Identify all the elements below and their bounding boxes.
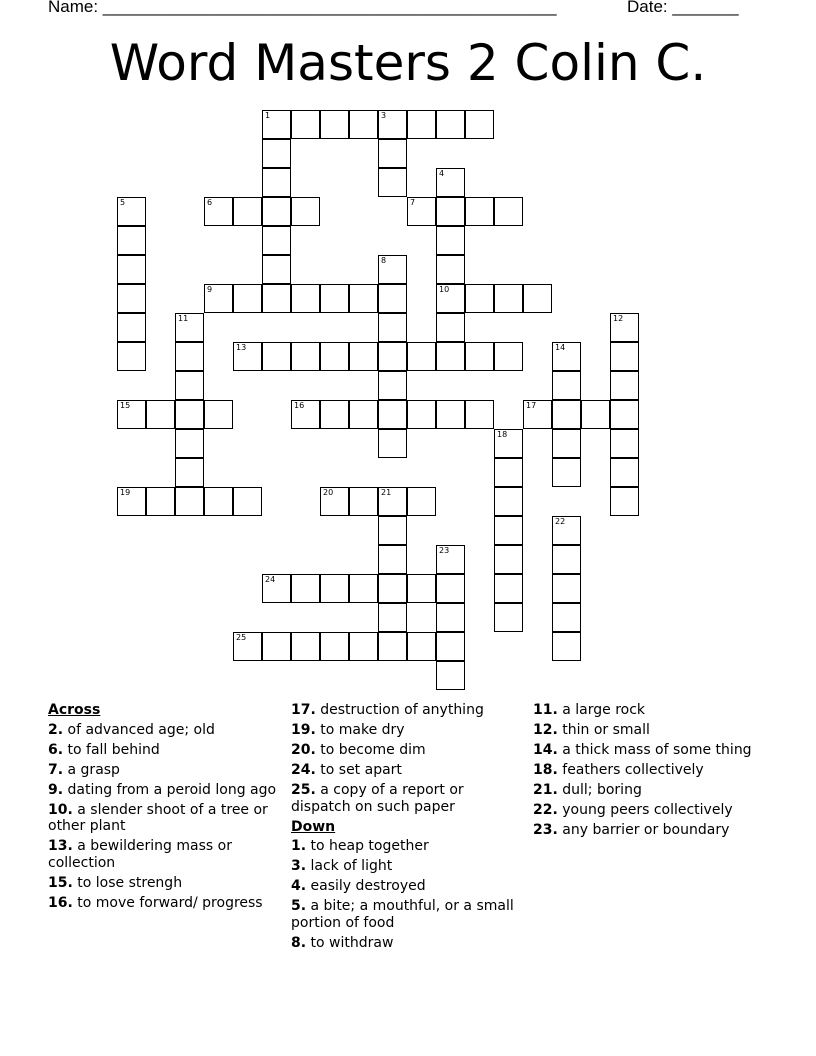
clue-text: any barrier or boundary [562, 822, 730, 838]
grid-cell[interactable] [349, 342, 378, 371]
clue-number: 15. [48, 874, 73, 891]
grid-cell[interactable] [117, 226, 146, 255]
grid-cell[interactable] [117, 342, 146, 371]
cell-number: 25 [236, 633, 247, 642]
clue-number: 9. [48, 781, 64, 798]
grid-cell[interactable] [378, 139, 407, 168]
grid-cell[interactable] [436, 603, 465, 632]
down-clue-8 [291, 935, 521, 952]
grid-cell[interactable] [320, 342, 349, 371]
grid-cell[interactable] [204, 284, 233, 313]
across-clue-17 [291, 702, 521, 719]
cell-number: 14 [555, 343, 566, 352]
clue-text: a thick mass of some thing [562, 742, 752, 758]
grid-cell[interactable] [494, 197, 523, 226]
clues-column-2 [291, 702, 521, 955]
grid-cell[interactable] [262, 284, 291, 313]
clue-number: 19. [291, 722, 316, 738]
clue-number: 14. [533, 742, 558, 758]
down-clue-3 [291, 858, 521, 875]
grid-cell[interactable] [407, 110, 436, 139]
grid-cell[interactable] [378, 487, 407, 516]
grid-cell[interactable] [552, 429, 581, 458]
grid-cell[interactable] [117, 197, 146, 226]
date-field[interactable]: Date: _______ [627, 0, 739, 16]
down-clue-23 [533, 822, 773, 839]
down-clue-11 [533, 702, 773, 719]
grid-cell[interactable] [436, 313, 465, 342]
grid-cell[interactable] [233, 197, 262, 226]
grid-cell[interactable] [552, 400, 581, 429]
grid-cell[interactable] [465, 110, 494, 139]
grid-cell[interactable] [117, 487, 146, 516]
clue-text: to lose strengh [77, 874, 183, 891]
name-field[interactable]: Name: ________________________________________________ [48, 0, 557, 16]
grid-cell[interactable] [378, 110, 407, 139]
across-clue-25 [291, 782, 521, 815]
grid-cell[interactable] [610, 487, 639, 516]
grid-cell[interactable] [494, 487, 523, 516]
clue-number: 1. [291, 838, 307, 854]
grid-cell[interactable] [436, 545, 465, 574]
down-clue-1 [291, 838, 521, 855]
grid-cell[interactable] [349, 574, 378, 603]
grid-cell[interactable] [378, 429, 407, 458]
cell-number: 9 [207, 285, 213, 294]
across-clue-13 [48, 838, 278, 871]
clue-number: 13. [48, 838, 73, 854]
cell-number: 19 [120, 488, 131, 497]
grid-cell[interactable] [494, 284, 523, 313]
across-clue-10 [48, 802, 278, 835]
clue-text: of advanced age; old [67, 721, 215, 738]
clue-number: 18. [533, 762, 558, 778]
grid-cell[interactable] [291, 284, 320, 313]
grid-cell[interactable] [494, 574, 523, 603]
grid-cell[interactable] [378, 545, 407, 574]
grid-cell[interactable] [320, 632, 349, 661]
across-clue-19 [291, 722, 521, 739]
grid-cell[interactable] [349, 110, 378, 139]
cell-number: 5 [120, 198, 126, 207]
grid-cell[interactable] [378, 371, 407, 400]
grid-cell[interactable] [349, 400, 378, 429]
clue-number: 22. [533, 802, 558, 818]
clue-text: to fall behind [67, 741, 160, 758]
clue-text: to set apart [320, 762, 402, 778]
clue-text: a bite; a mouthful, or a small portion of food [291, 898, 514, 931]
grid-cell[interactable] [465, 400, 494, 429]
grid-cell[interactable] [320, 574, 349, 603]
cell-number: 11 [178, 314, 189, 323]
clue-text: a grasp [67, 761, 120, 778]
grid-cell[interactable] [494, 342, 523, 371]
clue-number: 6. [48, 741, 64, 758]
grid-cell[interactable] [175, 371, 204, 400]
grid-cell[interactable] [378, 400, 407, 429]
down-clue-4 [291, 878, 521, 895]
clue-number: 16. [48, 894, 73, 911]
grid-cell[interactable] [552, 545, 581, 574]
cell-number: 15 [120, 401, 131, 410]
grid-cell[interactable] [407, 342, 436, 371]
cell-number: 12 [613, 314, 624, 323]
cell-number: 4 [439, 169, 445, 178]
grid-cell[interactable] [494, 516, 523, 545]
clue-text: dull; boring [562, 782, 642, 798]
grid-cell[interactable] [233, 487, 262, 516]
grid-cell[interactable] [436, 197, 465, 226]
grid-cell[interactable] [262, 342, 291, 371]
clue-text: a bewildering mass or collection [48, 838, 232, 871]
grid-cell[interactable] [349, 284, 378, 313]
grid-cell[interactable] [407, 487, 436, 516]
cell-number: 23 [439, 546, 450, 555]
grid-cell[interactable] [117, 255, 146, 284]
grid-cell[interactable] [465, 342, 494, 371]
grid-cell[interactable] [349, 487, 378, 516]
grid-cell[interactable] [175, 429, 204, 458]
grid-cell[interactable] [407, 197, 436, 226]
clue-number: 21. [533, 782, 558, 798]
grid-cell[interactable] [117, 284, 146, 313]
clue-number: 25. [291, 782, 316, 798]
cell-number: 7 [410, 198, 416, 207]
clue-text: destruction of anything [320, 702, 484, 718]
grid-cell[interactable] [494, 603, 523, 632]
grid-cell[interactable] [146, 487, 175, 516]
grid-cell[interactable] [494, 545, 523, 574]
clue-text: easily destroyed [310, 878, 426, 894]
clue-text: dating from a peroid long ago [67, 781, 277, 798]
grid-cell[interactable] [436, 255, 465, 284]
down-clue-12 [533, 722, 773, 739]
grid-cell[interactable] [378, 342, 407, 371]
across-clue-20 [291, 742, 521, 759]
grid-cell[interactable] [117, 313, 146, 342]
across-clue-6 [48, 742, 278, 759]
grid-cell[interactable] [175, 313, 204, 342]
clue-text: lack of light [310, 858, 393, 874]
grid-cell[interactable] [204, 487, 233, 516]
cell-number: 13 [236, 343, 247, 352]
down-clue-22 [533, 802, 773, 819]
grid-cell[interactable] [610, 400, 639, 429]
grid-cell[interactable] [378, 574, 407, 603]
grid-cell[interactable] [610, 371, 639, 400]
clue-text: feathers collectively [562, 762, 704, 778]
grid-cell[interactable] [378, 632, 407, 661]
grid-cell[interactable] [552, 603, 581, 632]
grid-cell[interactable] [262, 139, 291, 168]
clue-text: to heap together [310, 838, 429, 854]
clue-number: 3. [291, 858, 307, 874]
grid-cell[interactable] [291, 574, 320, 603]
grid-cell[interactable] [436, 110, 465, 139]
grid-cell[interactable] [436, 574, 465, 603]
grid-cell[interactable] [465, 197, 494, 226]
grid-cell[interactable] [494, 458, 523, 487]
grid-cell[interactable] [175, 342, 204, 371]
clue-text: young peers collectively [562, 802, 733, 818]
clues-column-1 [48, 702, 278, 915]
grid-cell[interactable] [320, 487, 349, 516]
grid-cell[interactable] [262, 574, 291, 603]
cell-number: 17 [526, 401, 537, 410]
grid-cell[interactable] [552, 516, 581, 545]
grid-cell[interactable] [320, 400, 349, 429]
grid-cell[interactable] [436, 400, 465, 429]
cell-number: 8 [381, 256, 387, 265]
cell-number: 6 [207, 198, 213, 207]
grid-cell[interactable] [175, 487, 204, 516]
clue-text: thin or small [562, 722, 650, 738]
grid-cell[interactable] [581, 400, 610, 429]
grid-cell[interactable] [146, 400, 175, 429]
grid-cell[interactable] [436, 284, 465, 313]
grid-cell[interactable] [407, 574, 436, 603]
across-clue-24 [291, 762, 521, 779]
clue-number: 5. [291, 898, 307, 914]
grid-cell[interactable] [291, 342, 320, 371]
grid-cell[interactable] [175, 400, 204, 429]
grid-cell[interactable] [262, 632, 291, 661]
across-clue-7 [48, 762, 278, 779]
grid-cell[interactable] [262, 110, 291, 139]
cell-number: 10 [439, 285, 450, 294]
page-title: Word Masters 2 Colin C. [109, 34, 707, 92]
grid-cell[interactable] [494, 429, 523, 458]
grid-cell[interactable] [378, 255, 407, 284]
grid-cell[interactable] [320, 284, 349, 313]
clue-number: 23. [533, 822, 558, 838]
clue-number: 10. [48, 801, 73, 818]
grid-cell[interactable] [291, 110, 320, 139]
header-fields [48, 0, 748, 20]
grid-cell[interactable] [552, 342, 581, 371]
grid-cell[interactable] [349, 632, 378, 661]
grid-cell[interactable] [175, 458, 204, 487]
grid-cell[interactable] [610, 313, 639, 342]
across-clue-9 [48, 782, 278, 799]
grid-cell[interactable] [378, 603, 407, 632]
down-heading: Down [291, 818, 336, 835]
grid-cell[interactable] [552, 574, 581, 603]
grid-cell[interactable] [465, 284, 494, 313]
grid-cell[interactable] [262, 197, 291, 226]
cell-number: 1 [265, 111, 271, 120]
grid-cell[interactable] [378, 313, 407, 342]
grid-cell[interactable] [610, 342, 639, 371]
grid-cell[interactable] [204, 197, 233, 226]
grid-cell[interactable] [436, 168, 465, 197]
clue-number: 8. [291, 934, 307, 951]
grid-cell[interactable] [378, 516, 407, 545]
grid-cell[interactable] [233, 632, 262, 661]
across-clue-15 [48, 875, 278, 892]
across-heading: Across [48, 702, 101, 718]
cell-number: 18 [497, 430, 508, 439]
down-clue-5 [291, 898, 521, 931]
clue-number: 12. [533, 722, 558, 738]
grid-cell[interactable] [291, 400, 320, 429]
grid-cell[interactable] [320, 110, 349, 139]
down-clue-21 [533, 782, 773, 799]
cell-number: 16 [294, 401, 305, 410]
grid-cell[interactable] [378, 284, 407, 313]
grid-cell[interactable] [407, 400, 436, 429]
clue-text: a copy of a report or dispatch on such paper [291, 782, 464, 815]
across-clue-16 [48, 895, 278, 912]
grid-cell[interactable] [436, 632, 465, 661]
clue-number: 2. [48, 721, 64, 738]
cell-number: 22 [555, 517, 566, 526]
grid-cell[interactable] [262, 168, 291, 197]
grid-cell[interactable] [117, 400, 146, 429]
across-clue-2 [48, 722, 278, 739]
grid-cell[interactable] [552, 632, 581, 661]
grid-cell[interactable] [436, 342, 465, 371]
grid-cell[interactable] [610, 458, 639, 487]
grid-cell[interactable] [262, 255, 291, 284]
clue-number: 7. [48, 761, 64, 778]
clue-number: 17. [291, 702, 316, 718]
clue-text: to become dim [320, 742, 426, 758]
grid-cell[interactable] [523, 284, 552, 313]
grid-cell[interactable] [233, 284, 262, 313]
grid-cell[interactable] [291, 197, 320, 226]
grid-cell[interactable] [378, 168, 407, 197]
down-clue-14 [533, 742, 773, 759]
grid-cell[interactable] [436, 661, 465, 690]
clue-text: to withdraw [310, 934, 394, 951]
grid-cell[interactable] [436, 226, 465, 255]
grid-cell[interactable] [552, 371, 581, 400]
cell-number: 3 [381, 111, 387, 120]
grid-cell[interactable] [523, 400, 552, 429]
clue-number: 24. [291, 762, 316, 778]
grid-cell[interactable] [262, 226, 291, 255]
grid-cell[interactable] [233, 342, 262, 371]
clue-text: to move forward/ progress [77, 894, 263, 911]
grid-cell[interactable] [291, 632, 320, 661]
down-clue-18 [533, 762, 773, 779]
clue-number: 4. [291, 878, 307, 894]
clue-text: a slender shoot of a tree or other plant [48, 801, 268, 834]
clue-number: 20. [291, 742, 316, 758]
cell-number: 24 [265, 575, 276, 584]
clue-number: 11. [533, 702, 558, 718]
grid-cell[interactable] [552, 458, 581, 487]
clues-column-3 [533, 702, 773, 842]
grid-cell[interactable] [610, 429, 639, 458]
cell-number: 20 [323, 488, 334, 497]
cell-number: 21 [381, 488, 392, 497]
grid-cell[interactable] [407, 632, 436, 661]
clue-text: to make dry [320, 722, 405, 738]
grid-cell[interactable] [204, 400, 233, 429]
clue-text: a large rock [562, 702, 646, 718]
